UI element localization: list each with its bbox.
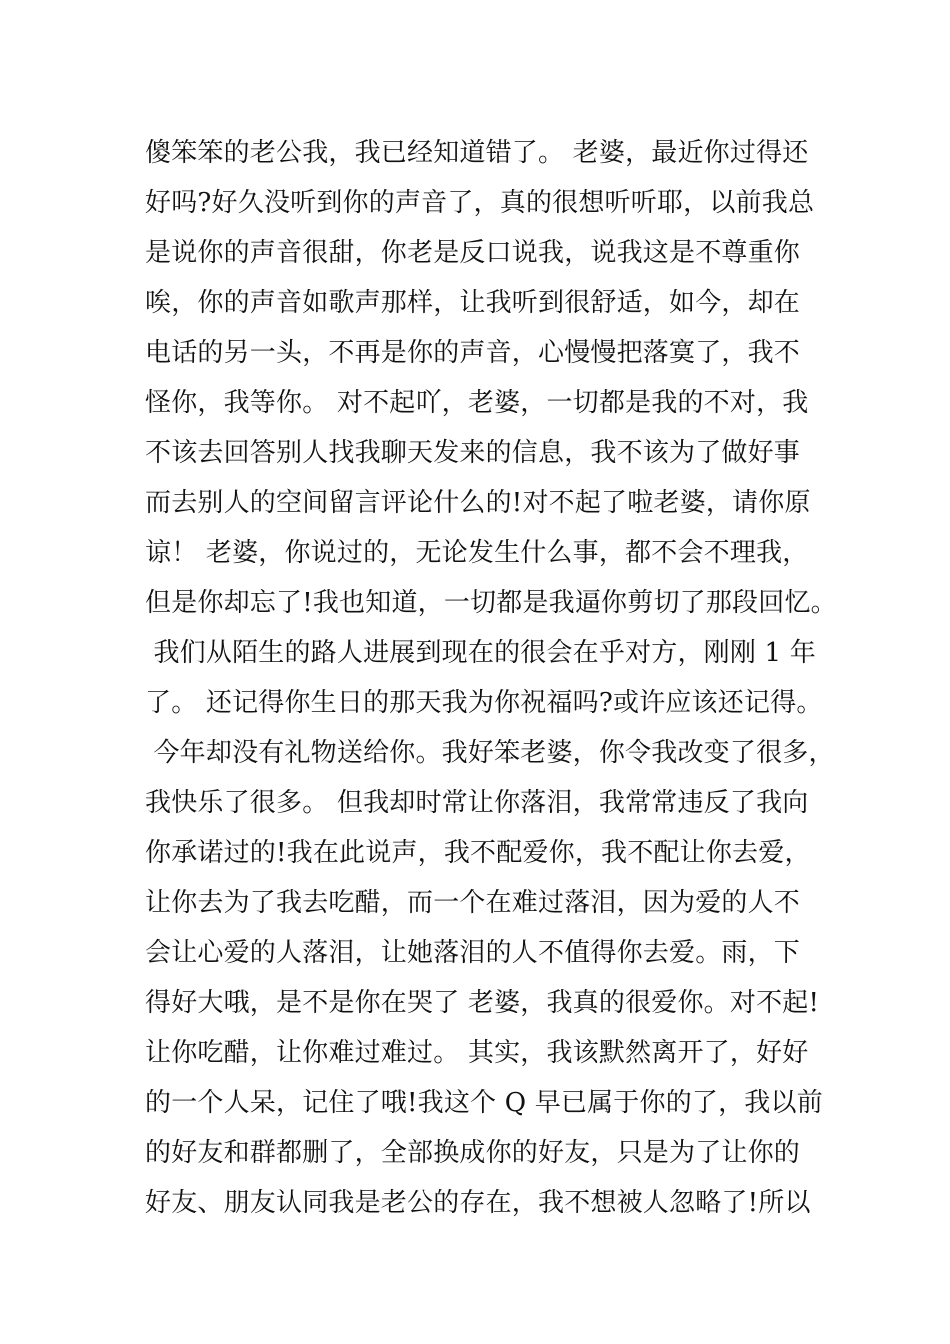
text-line-8: 而去别人的空间留言评论什么的!对不起了啦老婆，请你原	[145, 488, 811, 518]
text-line-5: 电话的另一头，不再是你的声音，心慢慢把落寞了，我不	[145, 338, 801, 368]
text-line-13: 今年却没有礼物送给你。我好笨老婆，你令我改变了很多，	[145, 738, 835, 768]
text-line-4: 唉，你的声音如歌声那样，让我听到很舒适，如今，却在	[145, 288, 801, 318]
text-line-1: 傻笨笨的老公我，我已经知道错了。 老婆，最近你过得还	[145, 138, 809, 168]
text-line-20: 的一个人呆，记住了哦!我这个 Q 早已属于你的了，我以前	[145, 1088, 823, 1118]
text-line-6: 怪你，我等你。 对不起吖，老婆，一切都是我的不对，我	[145, 388, 809, 418]
text-line-11: 我们从陌生的路人进展到现在的很会在乎对方，刚刚 1 年	[145, 638, 816, 668]
text-line-22: 好友、朋友认同我是老公的存在，我不想被人忽略了!所以	[145, 1188, 811, 1218]
body-text	[145, 128, 835, 1228]
text-line-7: 不该去回答别人找我聊天发来的信息，我不该为了做好事	[145, 438, 801, 468]
text-line-9: 谅！ 老婆，你说过的，无论发生什么事，都不会不理我，	[145, 538, 809, 568]
text-line-12: 了。 还记得你生日的那天我为你祝福吗?或许应该还记得。	[145, 688, 823, 718]
text-line-16: 让你去为了我去吃醋，而一个在难过落泪，因为爱的人不	[145, 888, 801, 918]
text-line-21: 的好友和群都删了，全部换成你的好友，只是为了让你的	[145, 1138, 801, 1168]
text-line-10: 但是你却忘了!我也知道，一切都是我逼你剪切了那段回忆。	[145, 588, 837, 618]
text-line-3: 是说你的声音很甜，你老是反口说我，说我这是不尊重你	[145, 238, 801, 268]
text-line-19: 让你吃醋，让你难过难过。 其实，我该默然离开了，好好	[145, 1038, 809, 1068]
text-line-15: 你承诺过的!我在此说声，我不配爱你，我不配让你去爱，	[145, 838, 811, 868]
text-line-18: 得好大哦，是不是你在哭了 老婆，我真的很爱你。对不起!	[145, 988, 820, 1018]
text-line-14: 我快乐了很多。 但我却时常让你落泪，我常常违反了我向	[145, 788, 809, 818]
text-line-2: 好吗?好久没听到你的声音了，真的很想听听耶，以前我总	[145, 188, 815, 218]
text-line-17: 会让心爱的人落泪，让她落泪的人不值得你去爱。雨，下	[145, 938, 801, 968]
